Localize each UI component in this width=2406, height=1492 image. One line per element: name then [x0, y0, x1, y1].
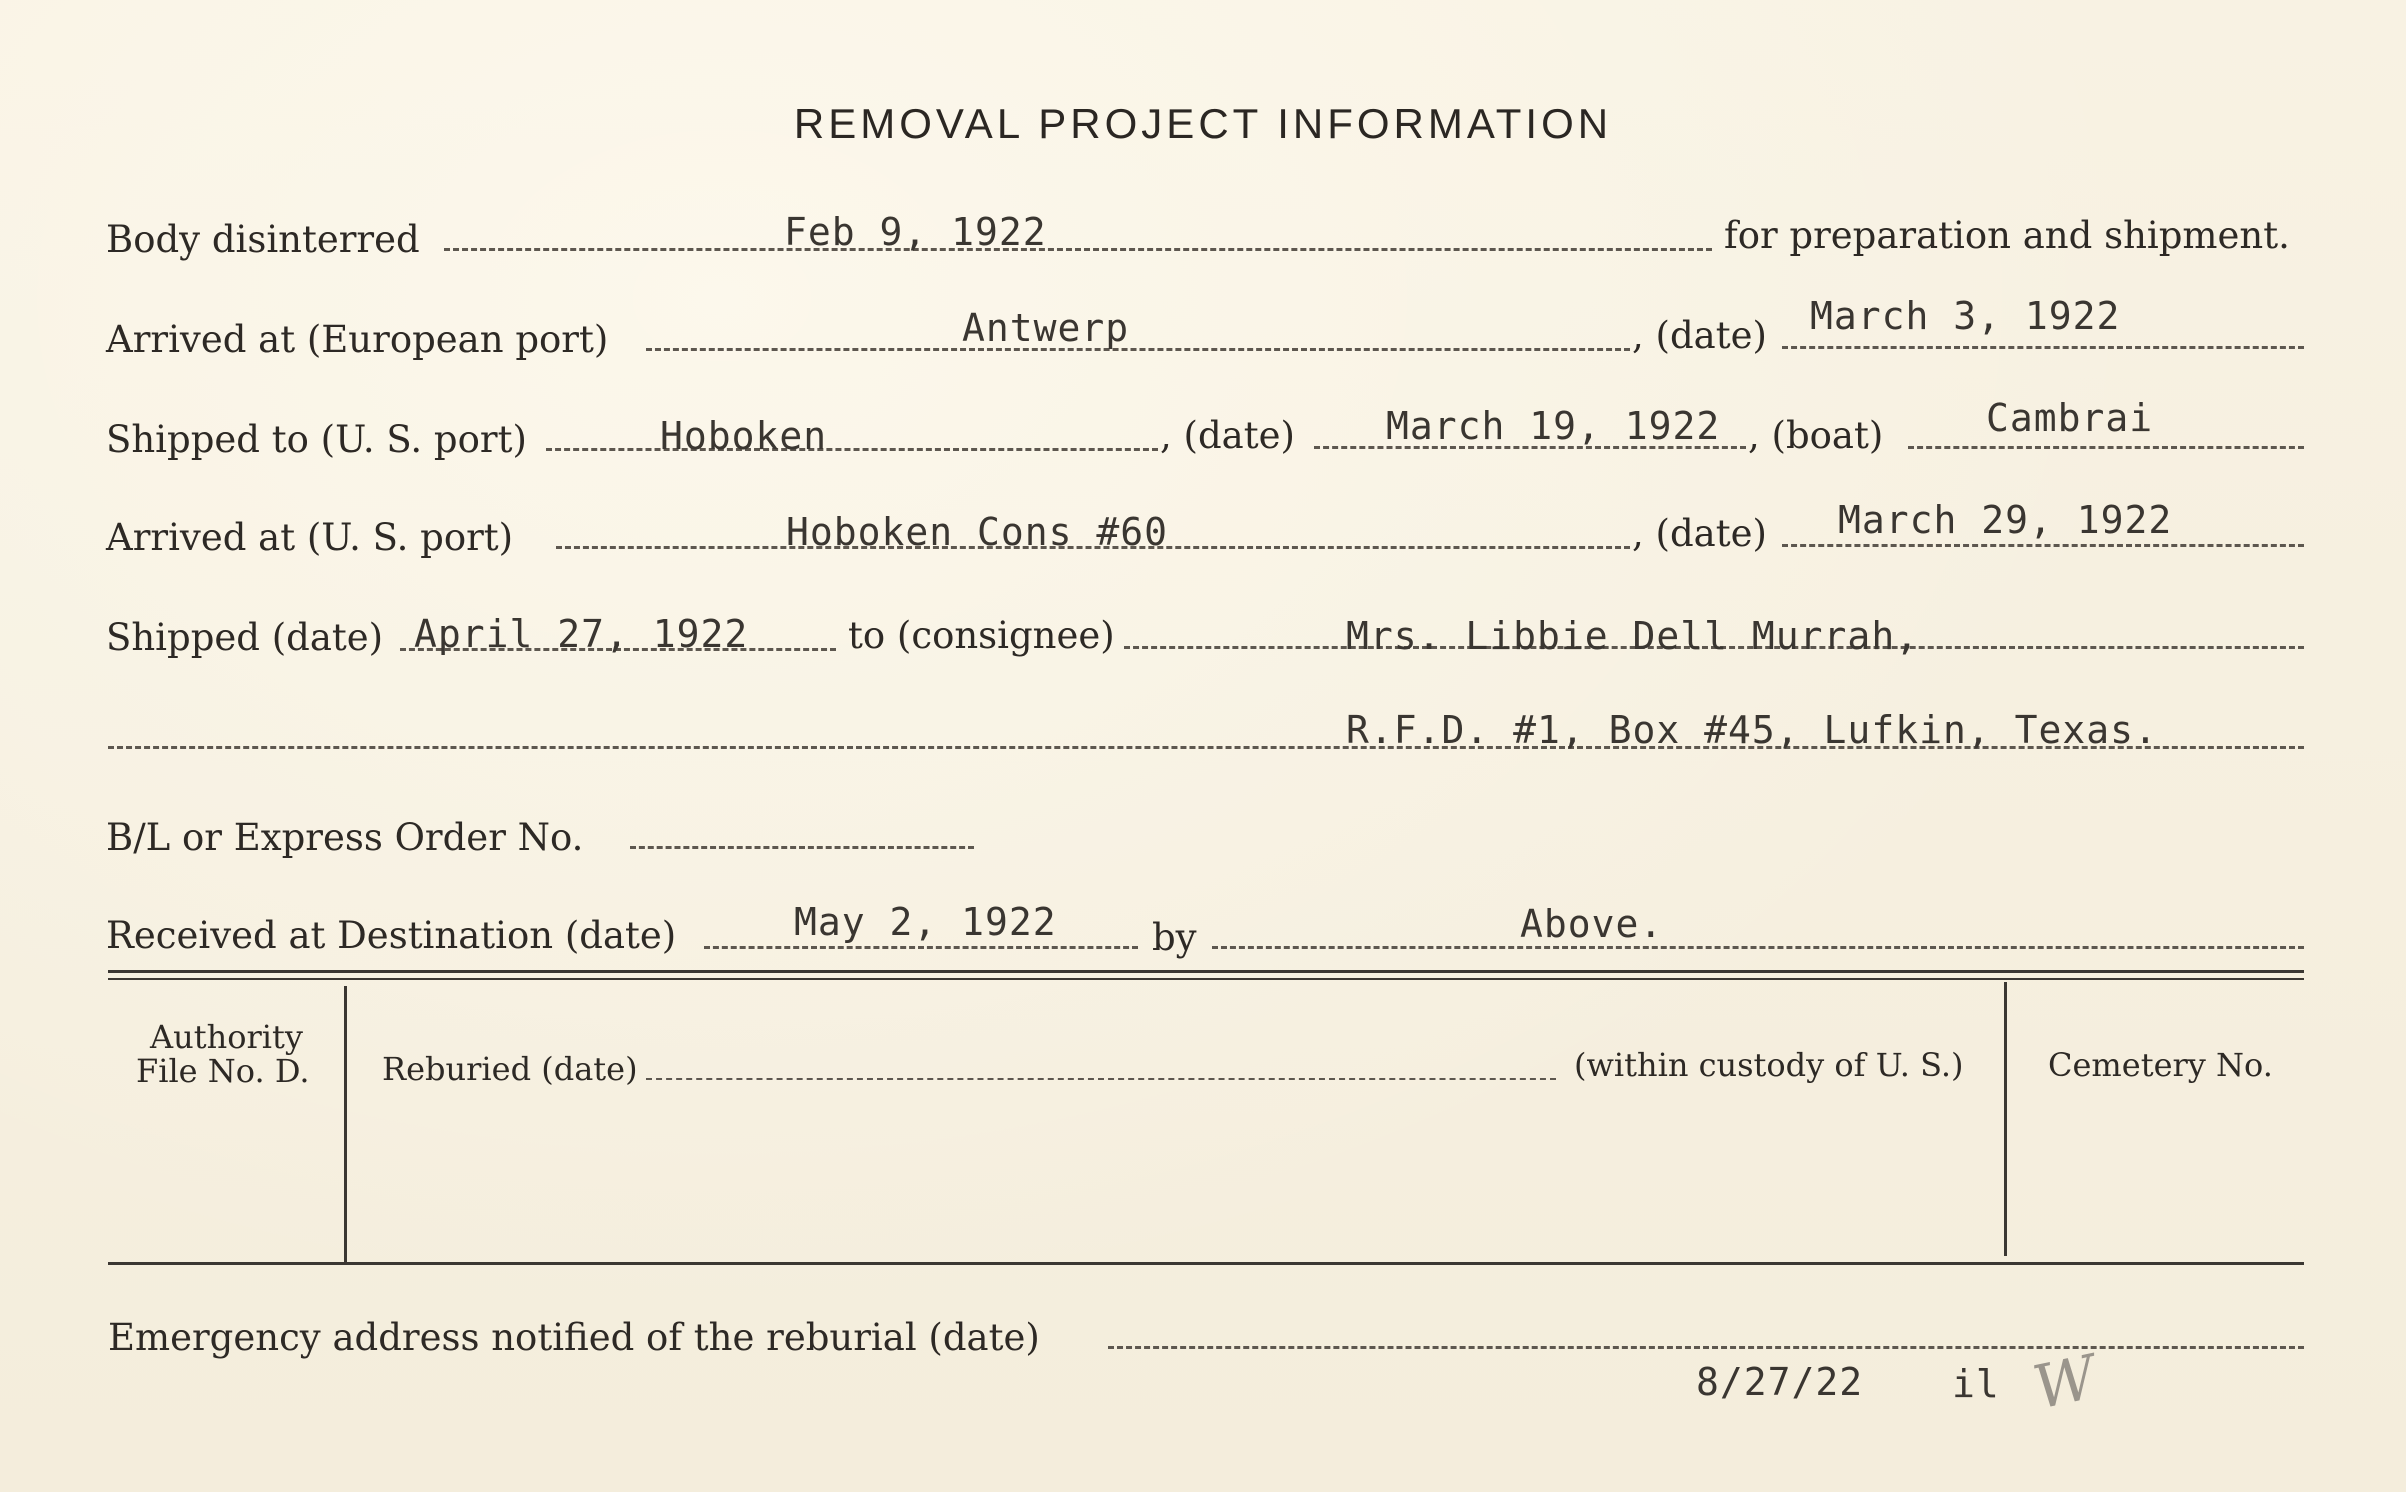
- arrived-european-date-value: March 3, 1922: [1810, 294, 2121, 338]
- boat-line: [1908, 446, 2304, 449]
- table-top-rule-2: [108, 978, 2304, 980]
- boat-value: Cambrai: [1986, 396, 2154, 440]
- received-label: Received at Destination (date): [106, 914, 677, 957]
- received-by-label: by: [1152, 916, 1197, 959]
- shipped-us-port-label: Shipped to (U. S. port): [106, 418, 527, 461]
- arrived-european-date-label: , (date): [1632, 314, 1767, 357]
- authority-label: Authority: [150, 1018, 303, 1056]
- shipped-date-value: April 27, 1922: [414, 612, 749, 656]
- arrived-us-date-line: [1782, 544, 2304, 547]
- received-by-line: [1212, 946, 2304, 949]
- table-divider-right: [2004, 982, 2007, 1256]
- arrived-us-date-value: March 29, 1922: [1838, 498, 2173, 542]
- arrived-us-port-label: Arrived at (U. S. port): [106, 516, 514, 559]
- reburied-line: [646, 1078, 1556, 1080]
- shipped-date-label: Shipped (date): [106, 616, 384, 659]
- arrived-us-date-label: , (date): [1632, 512, 1767, 555]
- table-bottom-rule: [108, 1262, 2304, 1265]
- shipped-us-port-value: Hoboken: [660, 414, 828, 458]
- arrived-us-port-value: Hoboken Cons #60: [786, 510, 1169, 554]
- body-disinterred-value: Feb 9, 1922: [784, 210, 1047, 254]
- cemetery-label: Cemetery No.: [2048, 1046, 2273, 1084]
- consignee-address-value: R.F.D. #1, Box #45, Lufkin, Texas.: [1346, 708, 2158, 752]
- arrived-european-date-line: [1782, 346, 2304, 349]
- body-disinterred-line: [444, 248, 1712, 251]
- preparation-shipment-label: for preparation and shipment.: [1724, 214, 2290, 257]
- shipped-us-port-line: [546, 448, 1158, 451]
- boat-label: , (boat): [1748, 414, 1884, 457]
- file-no-label: File No. D.: [136, 1052, 310, 1090]
- table-top-rule-1: [108, 970, 2304, 973]
- shipped-us-date-value: March 19, 1922: [1386, 404, 1721, 448]
- arrived-european-port-value: Antwerp: [962, 306, 1130, 350]
- reburied-label: Reburied (date): [382, 1050, 638, 1088]
- body-disinterred-label: Body disinterred: [106, 218, 420, 261]
- emergency-line: [1108, 1346, 2304, 1349]
- shipped-us-date-label: , (date): [1160, 414, 1295, 457]
- table-divider-left: [344, 986, 347, 1264]
- received-date-line: [704, 946, 1138, 949]
- consignee-label: to (consignee): [848, 614, 1115, 657]
- arrived-european-label: Arrived at (European port): [106, 318, 609, 361]
- arrived-european-port-line: [646, 348, 1630, 351]
- consignee-value: Mrs. Libbie Dell Murrah,: [1346, 614, 1920, 658]
- handwritten-initials: W: [2027, 1342, 2103, 1424]
- custody-label: (within custody of U. S.): [1574, 1046, 1964, 1084]
- bl-order-label: B/L or Express Order No.: [106, 816, 584, 859]
- received-date-value: May 2, 1922: [794, 900, 1057, 944]
- emergency-initials: il: [1952, 1362, 2000, 1406]
- page-title: [0, 100, 2406, 148]
- title-text: REMOVAL PROJECT INFORMATION: [793, 100, 1613, 147]
- emergency-date-value: 8/27/22: [1696, 1360, 1864, 1404]
- emergency-label: Emergency address notified of the reburial (date): [108, 1316, 1040, 1359]
- bl-order-line: [630, 846, 974, 849]
- received-by-value: Above.: [1520, 902, 1664, 946]
